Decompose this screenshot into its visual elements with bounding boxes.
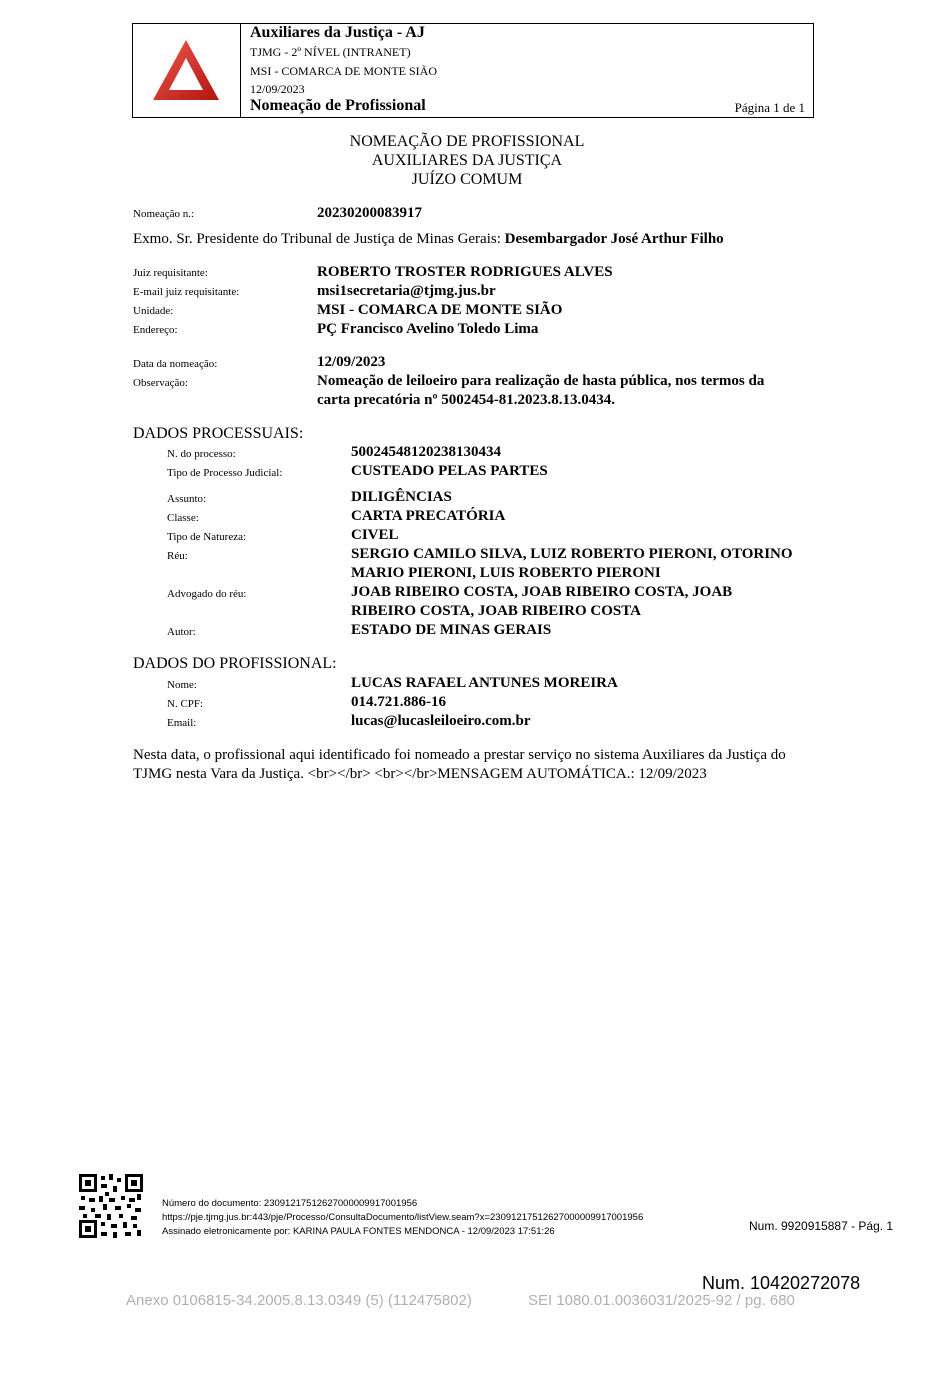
header-court: TJMG - 2º NÍVEL (INTRANET) [250, 45, 411, 59]
address-label: Endereço: [133, 324, 178, 336]
addressee-name: Desembargador José Arthur Filho [504, 231, 724, 247]
footer-doc-number: Número do documento: 23091217512627000009917001956 [162, 1198, 418, 1209]
subject-value: DILIGÊNCIAS [351, 489, 452, 505]
professional-heading: DADOS DO PROFISSIONAL: [133, 655, 337, 672]
nature-value: CIVEL [351, 527, 399, 543]
nature-label: Tipo de Natureza: [167, 531, 247, 543]
nomeacao-label: Nomeação n.: [133, 208, 195, 220]
process-number-value: 50024548120238130434 [351, 444, 501, 460]
defendant-line2: MARIO PIERONI, LUIS ROBERTO PIERONI [351, 565, 661, 581]
lawyer-label: Advogado do réu: [167, 588, 247, 600]
doc-title-line1: NOMEAÇÃO DE PROFISSIONAL [349, 133, 585, 150]
process-number-label: N. do processo: [167, 448, 236, 460]
obs-label: Observação: [133, 377, 188, 389]
header-date: 12/09/2023 [250, 82, 305, 96]
class-label: Classe: [167, 512, 199, 524]
footer-anexo: Anexo 0106815-34.2005.8.13.0349 (5) (112475802) [126, 1292, 472, 1309]
judge-email-value: msi1secretaria@tjmg.jus.br [317, 283, 496, 299]
obs-line2: carta precatória nº 5002454-81.2023.8.13.0434. [317, 392, 615, 408]
defendant-line1: SERGIO CAMILO SILVA, LUIZ ROBERTO PIERONI, OTORINO [351, 546, 793, 562]
process-type-value: CUSTEADO PELAS PARTES [351, 463, 548, 479]
header-comarca: MSI - COMARCA DE MONTE SIÃO [250, 64, 438, 78]
footer-num-page: Num. 9920915887 - Pág. 1 [749, 1219, 894, 1233]
tjmg-triangle-logo [151, 38, 221, 104]
prof-email-label: Email: [167, 717, 197, 729]
qr-code-icon [79, 1174, 143, 1238]
nomeacao-value: 20230200083917 [317, 205, 422, 221]
class-value: CARTA PRECATÓRIA [351, 508, 506, 524]
plaintiff-value: ESTADO DE MINAS GERAIS [351, 622, 552, 638]
process-heading: DADOS PROCESSUAIS: [133, 425, 304, 442]
doc-title-line3: JUÍZO COMUM [411, 171, 523, 188]
date-label: Data da nomeação: [133, 358, 218, 370]
prof-name-value: LUCAS RAFAEL ANTUNES MOREIRA [351, 675, 618, 691]
judge-label: Juiz requisitante: [133, 267, 208, 279]
prof-email-value: lucas@lucasleiloeiro.com.br [351, 713, 531, 729]
footer-url[interactable]: https://pje.tjmg.jus.br:443/pje/Processo/ConsultaDocumento/listView.seam?x=23091217512627000009917001956 [162, 1212, 644, 1223]
plaintiff-label: Autor: [167, 626, 196, 638]
obs-line1: Nomeação de leiloeiro para realização de hasta pública, nos termos da [317, 373, 765, 389]
subject-label: Assunto: [167, 493, 207, 505]
prof-cpf-value: 014.721.886-16 [351, 694, 446, 710]
defendant-label: Réu: [167, 550, 188, 562]
closing-line2: TJMG nesta Vara da Justiça. <br></br> <br></br>MENSAGEM AUTOMÁTICA.: 12/09/2023 [133, 766, 707, 782]
document-header [132, 23, 814, 118]
footer-num-big: Num. 10420272078 [702, 1273, 861, 1293]
date-value: 12/09/2023 [317, 354, 386, 370]
header-subtitle: Nomeação de Profissional [250, 97, 426, 114]
footer-signed-by: Assinado eletronicamente por: KARINA PAULA FONTES MENDONCA - 12/09/2023 17:51:26 [162, 1226, 555, 1237]
page-indicator: Página 1 de 1 [734, 100, 805, 115]
footer-sei: SEI 1080.01.0036031/2025-92 / pg. 680 [528, 1292, 795, 1309]
header-title: Auxiliares da Justiça - AJ [250, 24, 425, 41]
lawyer-line1: JOAB RIBEIRO COSTA, JOAB RIBEIRO COSTA, JOAB [351, 584, 733, 600]
doc-title-line2: AUXILIARES DA JUSTIÇA [371, 152, 563, 169]
addressee [133, 231, 724, 248]
unit-label: Unidade: [133, 305, 174, 317]
process-type-label: Tipo de Processo Judicial: [167, 467, 283, 479]
unit-value: MSI - COMARCA DE MONTE SIÃO [317, 302, 563, 318]
prof-cpf-label: N. CPF: [167, 698, 204, 710]
prof-name-label: Nome: [167, 679, 197, 691]
address-value: PÇ Francisco Avelino Toledo Lima [317, 321, 539, 337]
judge-email-label: E-mail juiz requisitante: [133, 286, 240, 298]
logo-cell [133, 24, 241, 117]
judge-value: ROBERTO TROSTER RODRIGUES ALVES [317, 264, 613, 280]
lawyer-line2: RIBEIRO COSTA, JOAB RIBEIRO COSTA [351, 603, 641, 619]
addressee-text: Exmo. Sr. Presidente do Tribunal de Justiça de Minas Gerais: [133, 231, 501, 247]
closing-line1: Nesta data, o profissional aqui identificado foi nomeado a prestar serviço no sistema Auxiliares da Justiça do [133, 747, 786, 763]
